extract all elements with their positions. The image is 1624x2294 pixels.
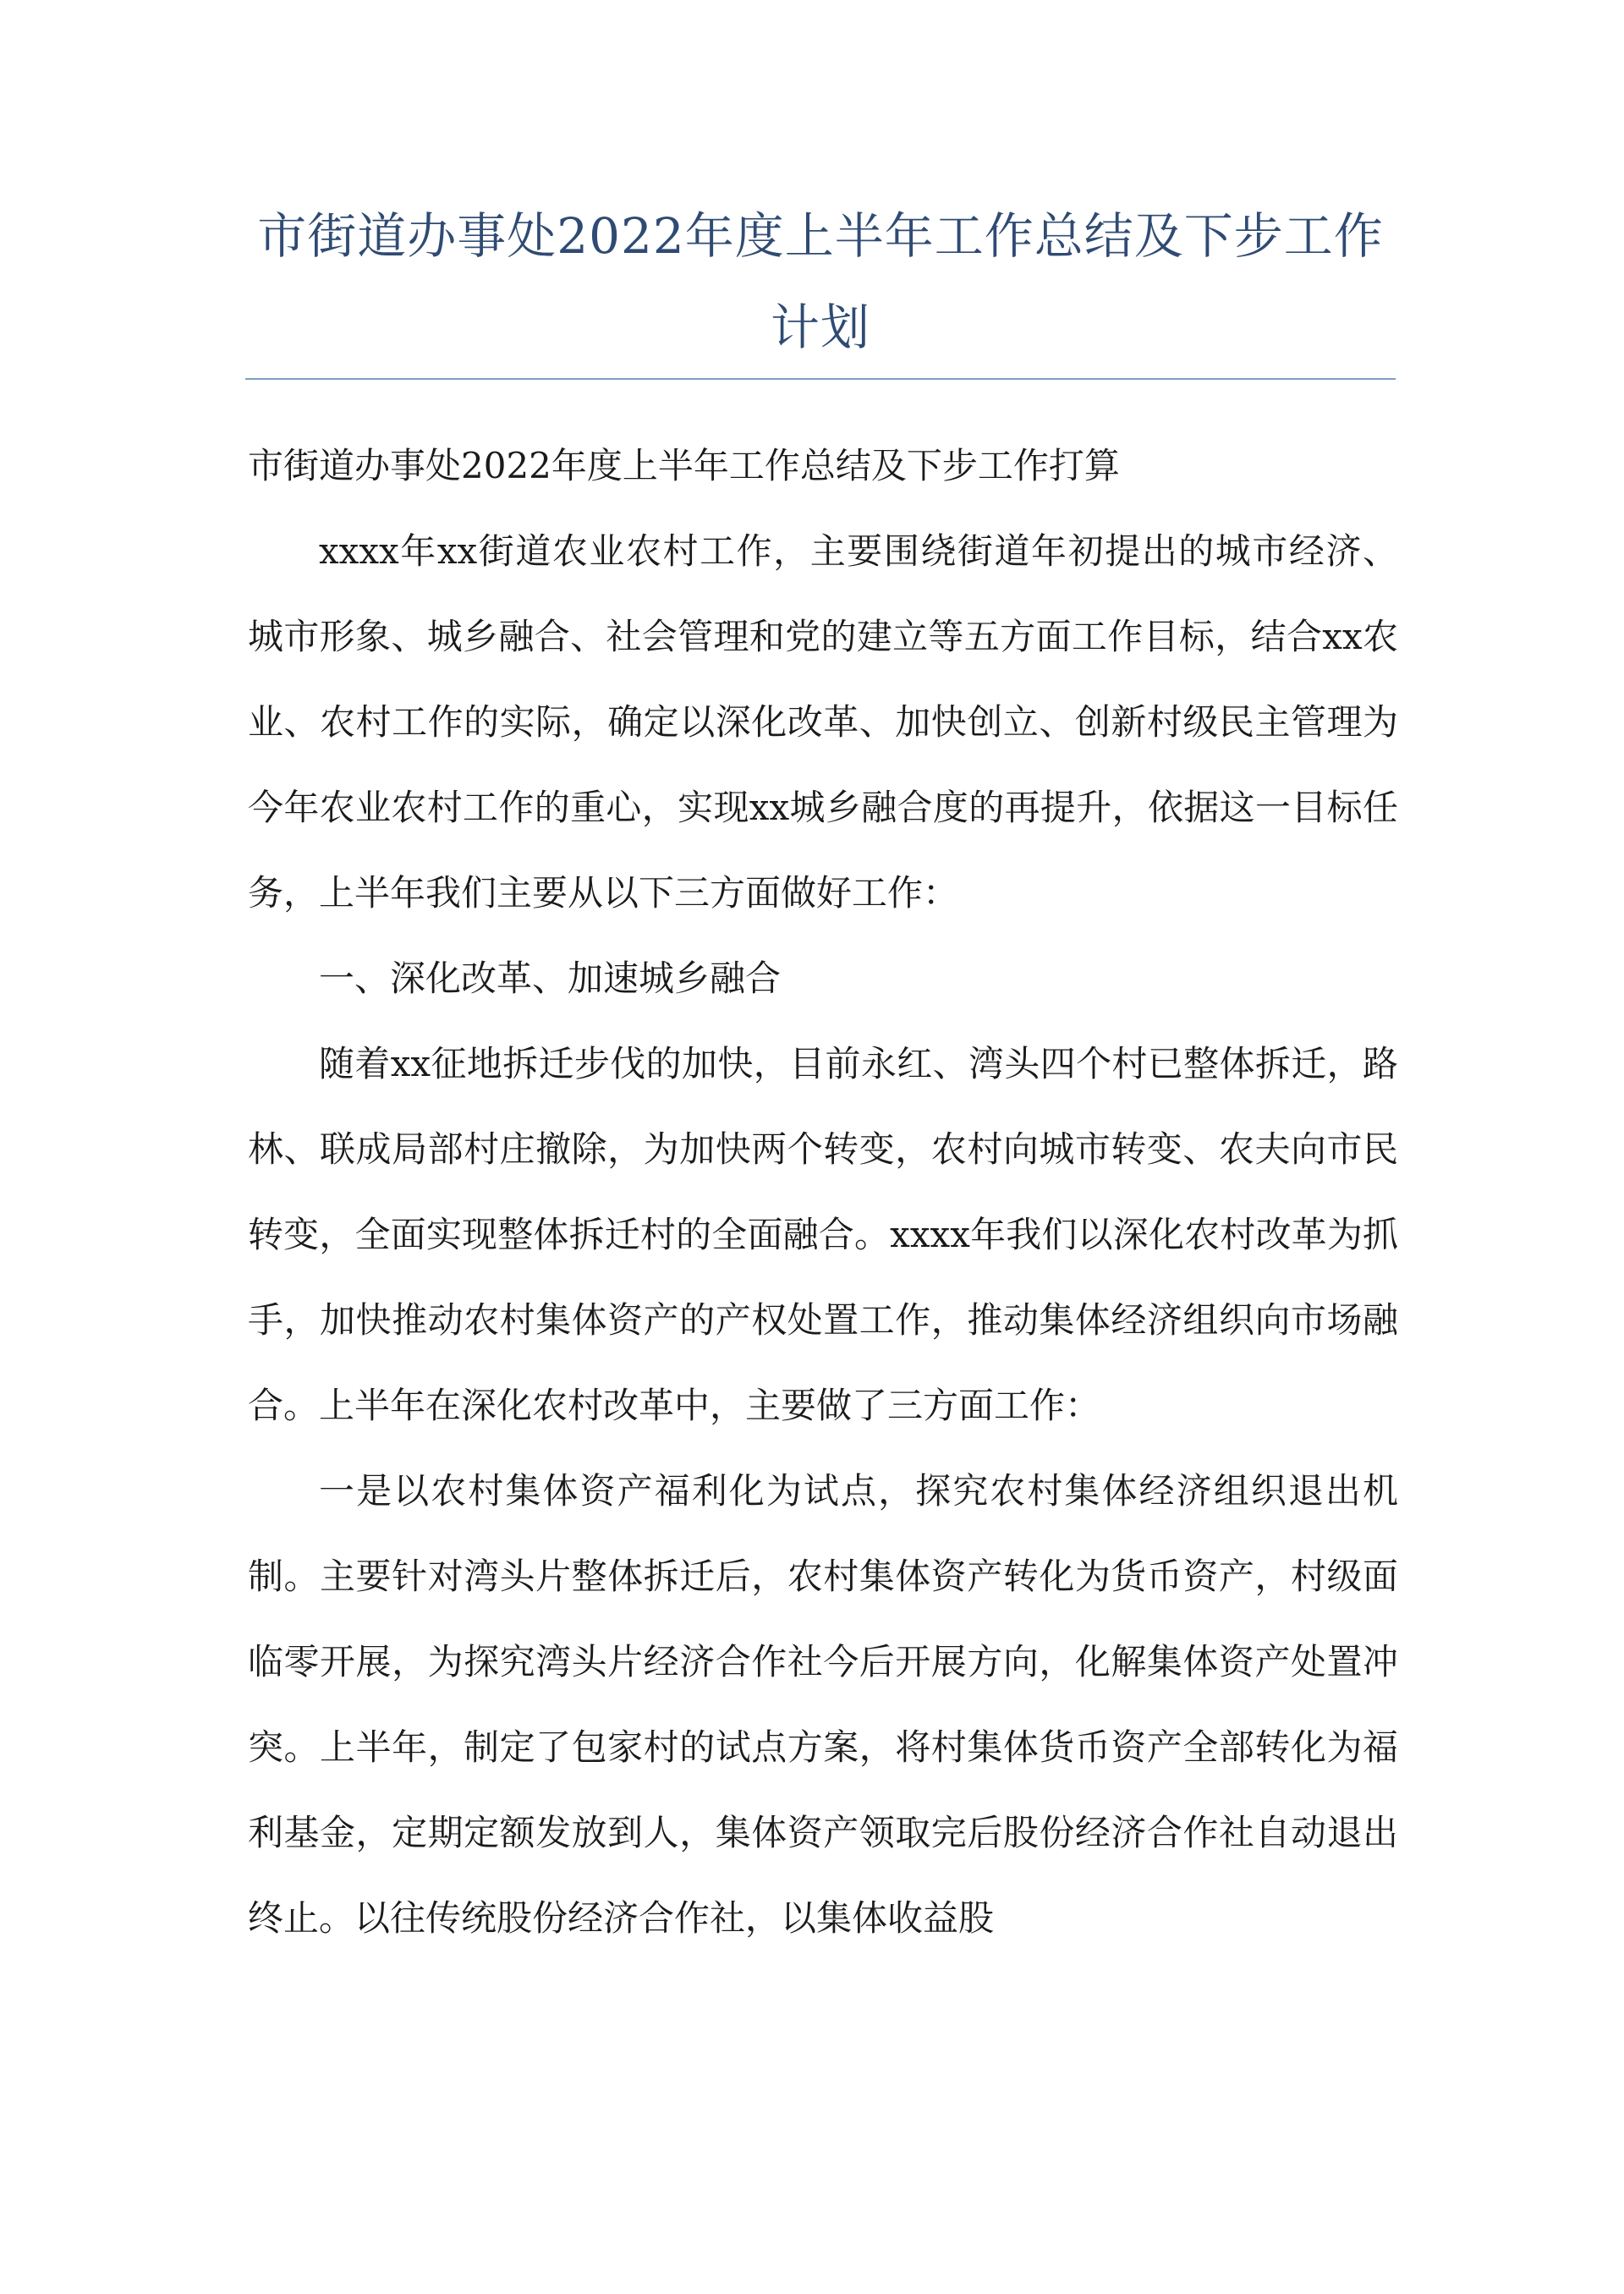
title-divider	[245, 378, 1396, 380]
document-body	[248, 423, 1398, 1961]
section-heading: 一、深化改革、加速城乡融合	[319, 958, 782, 999]
body-paragraph: 随着xx征地拆迁步伐的加快，目前永红、湾头四个村已整体拆迁，路林、联成局部村庄撤除，为加快两个转变，农村向城市转变、农夫向市民转变，全面实现整体拆迁村的全面融合。xxxx年我们以深化农村改革为抓手，加快推动农村集体资产的产权处置工作，推动集体经济组织向市场融合。上半年在深化农村改革中，主要做了三方面工作：	[248, 1043, 1398, 1426]
subtitle-paragraph: 市街道办事处2022年度上半年工作总结及下步工作打算	[248, 445, 1120, 486]
intro-paragraph: xxxx年xx街道农业农村工作，主要围绕街道年初提出的城市经济、城市形象、城乡融合、社会管理和党的建立等五方面工作目标，结合xx农业、农村工作的实际，确定以深化改革、加快创立、创新村级民主管理为今年农业农村工作的重心，实现xx城乡融合度的再提升，依据这一目标任务，上半年我们主要从以下三方面做好工作：	[248, 530, 1398, 914]
document-title: 市街道办事处2022年度上半年工作总结及下步工作计划	[257, 207, 1384, 356]
body-paragraph: 一是以农村集体资产福利化为试点，探究农村集体经济组织退出机制。主要针对湾头片整体拆迁后，农村集体资产转化为货币资产，村级面临零开展，为探究湾头片经济合作社今后开展方向，化解集体资产处置冲突。上半年，制定了包家村的试点方案，将村集体货币资产全部转化为福利基金，定期定额发放到人，集体资产领取完后股份经济合作社自动退出终止。以往传统股份经济合作社，以集体收益股	[248, 1470, 1398, 1939]
